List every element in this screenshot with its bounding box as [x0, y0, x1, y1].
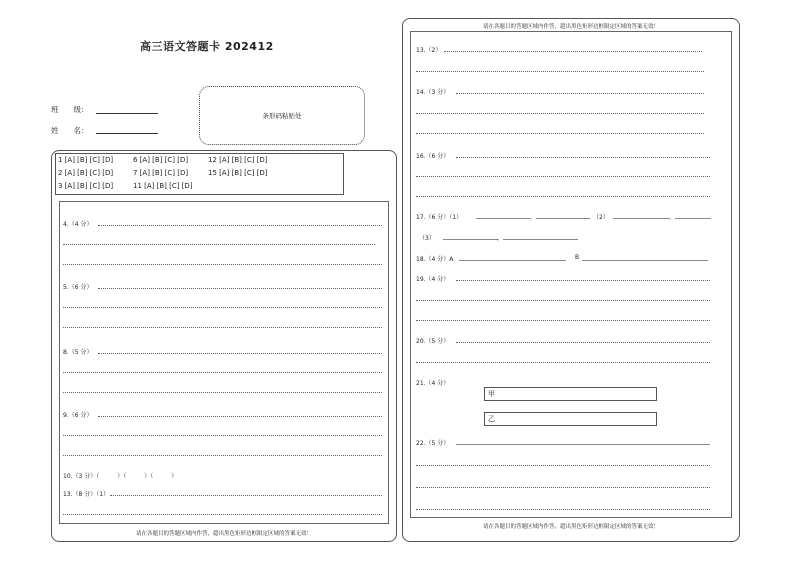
answer-blank[interactable]: [536, 218, 590, 219]
answer-line[interactable]: [98, 288, 382, 289]
question-5-label: 5.（6 分）: [63, 284, 93, 291]
multiple-choice-box: [55, 153, 344, 195]
answer-line[interactable]: [416, 487, 710, 488]
answer-line[interactable]: [416, 71, 704, 72]
barcode-label: 条形码粘贴处: [262, 112, 302, 120]
barcode-area: [199, 86, 365, 145]
mc-item-6[interactable]: 6 [A] [B] [C] [D]: [133, 156, 189, 164]
question-18-b-label: B: [575, 254, 580, 261]
answer-blank-a[interactable]: [459, 260, 566, 261]
answer-blank[interactable]: [476, 218, 530, 219]
answer-blank[interactable]: [613, 218, 669, 219]
separator: ，: [497, 235, 504, 242]
mc-item-12[interactable]: 12 [A] [B] [C] [D]: [208, 156, 268, 164]
notice-bottom-right: 请在各题目的答题区域内作答，超出黑色矩形边框限定区域的答案无效！: [482, 524, 659, 530]
question-4-label: 4.（4 分）: [63, 221, 93, 228]
class-label: 班 级：: [51, 105, 89, 114]
answer-line[interactable]: [456, 280, 710, 281]
answer-blank[interactable]: [503, 239, 578, 240]
question-17-2-label: （2）: [593, 214, 609, 221]
page-title: 高三语文答题卡 202412: [140, 40, 274, 53]
answer-line[interactable]: [98, 416, 382, 417]
answer-box-yi[interactable]: [484, 412, 657, 426]
question-13-2-label: 13.（2）: [416, 47, 442, 54]
answer-line[interactable]: [63, 392, 382, 393]
answer-line[interactable]: [63, 514, 382, 515]
answer-line[interactable]: [63, 327, 382, 328]
question-14-label: 14.（3 分）: [416, 89, 450, 96]
question-18-label: 18.（4 分）A: [416, 256, 454, 263]
mc-item-3[interactable]: 3 [A] [B] [C] [D]: [58, 182, 114, 190]
answer-line[interactable]: [110, 495, 382, 496]
mc-item-7[interactable]: 7 [A] [B] [C] [D]: [133, 169, 189, 177]
answer-line[interactable]: [63, 264, 382, 265]
answer-line[interactable]: [416, 113, 704, 114]
answer-line[interactable]: [416, 465, 710, 466]
answer-blank[interactable]: [675, 218, 711, 219]
answer-line[interactable]: [456, 157, 710, 158]
question-9-label: 9.（6 分）: [63, 412, 93, 419]
answer-line[interactable]: [63, 244, 375, 245]
answer-line[interactable]: [416, 509, 710, 510]
class-field[interactable]: [96, 113, 158, 114]
answer-line[interactable]: [63, 455, 382, 456]
answer-line[interactable]: [63, 372, 382, 373]
answer-line[interactable]: [444, 51, 702, 52]
answer-line[interactable]: [416, 176, 710, 177]
question-22-label: 22.（5 分）: [416, 440, 450, 447]
question-13-label: 13.（8 分）（1）: [63, 491, 110, 498]
question-20-label: 20.（5 分）: [416, 338, 450, 345]
answer-line[interactable]: [456, 342, 710, 343]
question-8-label: 8.（5 分）: [63, 349, 93, 356]
question-19-label: 19.（4 分）: [416, 276, 450, 283]
jia-label: 甲: [488, 390, 495, 398]
name-label: 姓 名：: [51, 126, 89, 135]
answer-blank[interactable]: [443, 239, 498, 240]
answer-line[interactable]: [63, 435, 382, 436]
question-10-label[interactable]: 10.（3 分）（ ）（ ）（ ）: [63, 473, 178, 480]
answer-line[interactable]: [416, 362, 710, 363]
answer-line[interactable]: [63, 307, 382, 308]
answer-line[interactable]: [98, 225, 382, 226]
mc-item-15[interactable]: 15 [A] [B] [C] [D]: [208, 169, 268, 177]
separator: ，: [530, 214, 537, 221]
question-17-3-label: （3）: [419, 235, 435, 242]
separator: ，: [669, 214, 676, 221]
question-16-label: 16.（6 分）: [416, 153, 450, 160]
notice-top-right: 请在各题目的答题区域内作答，超出黑色矩形边框限定区域的答案无效！: [482, 24, 659, 30]
answer-line[interactable]: [416, 300, 710, 301]
yi-label: 乙: [488, 415, 495, 423]
question-21-label: 21.（4 分）: [416, 380, 450, 387]
answer-line[interactable]: [416, 133, 704, 134]
answer-line[interactable]: [416, 196, 710, 197]
mc-item-2[interactable]: 2 [A] [B] [C] [D]: [58, 169, 114, 177]
mc-item-1[interactable]: 1 [A] [B] [C] [D]: [58, 156, 114, 164]
mc-item-11[interactable]: 11 [A] [B] [C] [D]: [133, 182, 193, 190]
answer-line[interactable]: [416, 320, 710, 321]
answer-box-jia[interactable]: [484, 387, 657, 401]
answer-blank-b[interactable]: [582, 260, 708, 261]
question-17-label: 17.（6 分）（1）: [416, 214, 463, 221]
answer-line[interactable]: [98, 353, 382, 354]
answer-line[interactable]: [456, 444, 710, 445]
answer-line[interactable]: [456, 93, 704, 94]
name-field[interactable]: [96, 133, 158, 134]
notice-bottom-left: 请在各题目的答题区域内作答，超出黑色矩形边框限定区域的答案无效！: [135, 531, 312, 537]
